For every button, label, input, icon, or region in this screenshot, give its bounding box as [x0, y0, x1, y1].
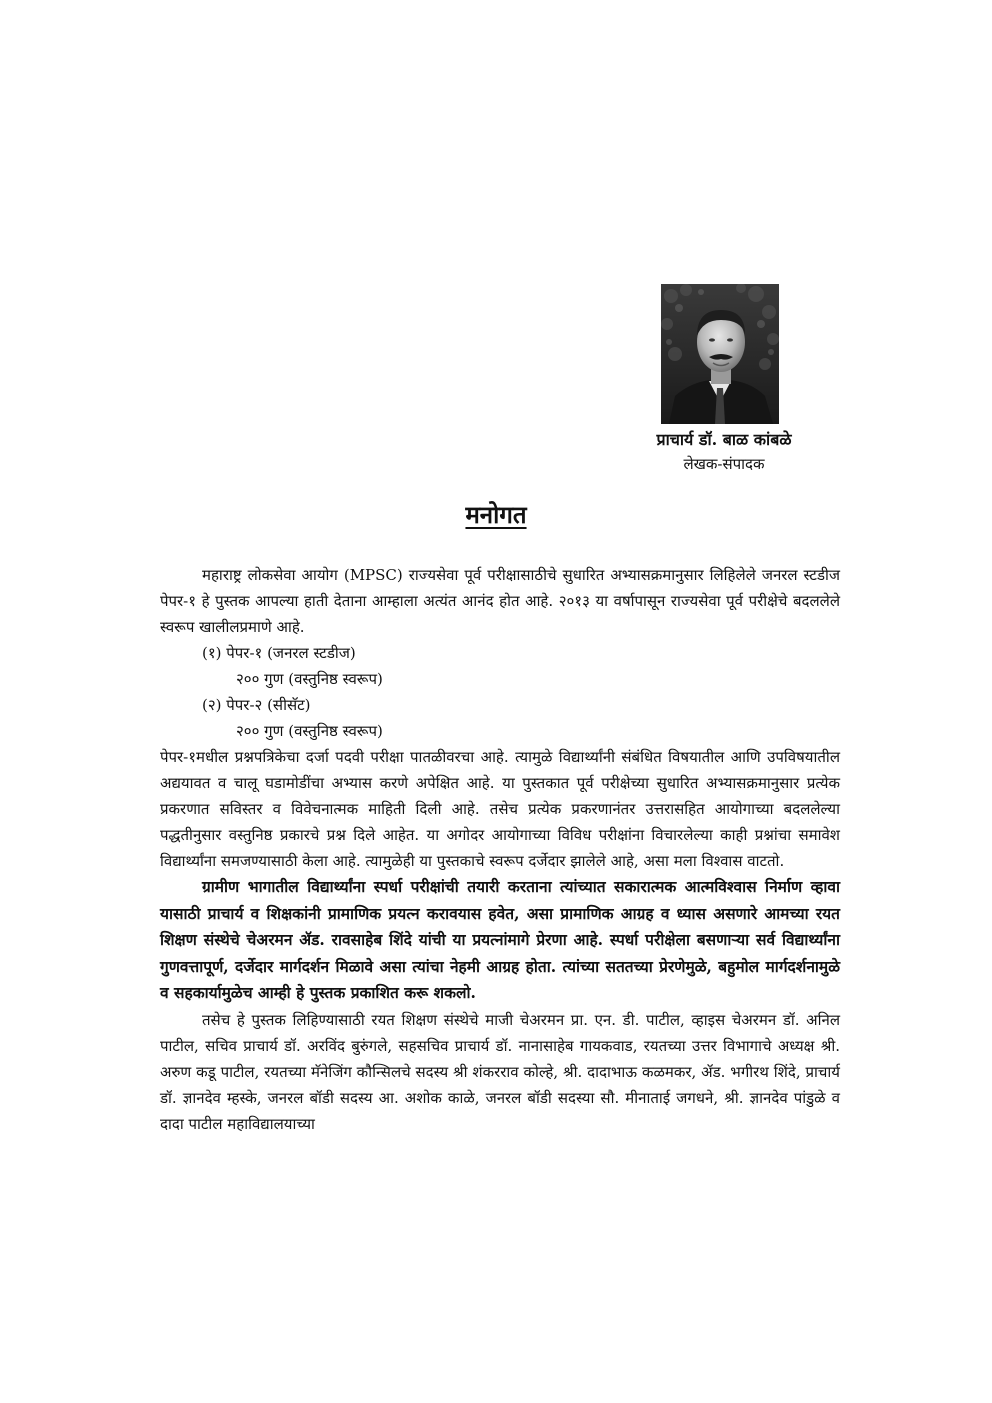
page-title: मनोगत	[465, 500, 527, 529]
list-item-paper-2: (२) पेपर-२ (सीसॅट)	[202, 696, 311, 714]
list-item-paper-2-marks: २०० गुण (वस्तुनिष्ठ स्वरूप)	[236, 722, 383, 740]
author-photo	[661, 284, 779, 424]
list-item-paper-1-marks: २०० गुण (वस्तुनिष्ठ स्वरूप)	[236, 670, 383, 688]
list-item-paper-1: (१) पेपर-१ (जनरल स्टडीज)	[202, 644, 356, 662]
paragraph-intro: महाराष्ट्र लोकसेवा आयोग (MPSC) राज्यसेवा पूर्व परीक्षासाठीचे सुधारित अभ्यासक्रमानुसार लिहिलेले जनरल स्टडीज पेपर-१ हे पुस्तक आपल्या हाती देताना आम्हाला अत्यंत आनंद होत आहे. २०१३ या वर्षापासून राज्यसेवा पूर्व परीक्षेचे बदललेले स्वरूप खालीलप्रमाणे आहे.	[160, 566, 840, 636]
paragraph-inspiration: ग्रामीण भागातील विद्यार्थ्यांना स्पर्धा परीक्षांची तयारी करताना त्यांच्यात सकारात्मक आत्मविश्वास निर्माण व्हावा यासाठी प्राचार्य व शिक्षकांनी प्रामाणिक प्रयत्न करावयास हवेत, असा प्रामाणिक आग्रह व ध्यास असणारे आमच्या रयत शिक्षण संस्थेचे चेअरमन ॲड. रावसाहेब शिंदे यांची या प्रयत्नांमागे प्रेरणा आहे. स्पर्धा परीक्षेला बसणाऱ्या सर्व विद्यार्थ्यांना गुणवत्तापूर्ण, दर्जेदार मार्गदर्शन मिळावे असा त्यांचा नेहमी आग्रह होता. त्यांच्या सततच्या प्रेरणेमुळे, बहुमोल मार्गदर्शनामुळे व सहकार्यामुळेच आम्ही हे पुस्तक प्रकाशित करू शकलो.	[160, 877, 840, 1002]
author-name: प्राचार्य डॉ. बाळ कांबळे	[656, 430, 792, 449]
paragraph-acknowledgements: तसेच हे पुस्तक लिहिण्यासाठी रयत शिक्षण संस्थेचे माजी चेअरमन प्रा. एन. डी. पाटील, व्हाइस चेअरमन डॉ. अनिल पाटील, सचिव प्राचार्य डॉ. अरविंद बुरुंगले, सहसचिव प्राचार्य डॉ. नानासाहेब गायकवाड, रयतच्या उत्तर विभागाचे अध्यक्ष श्री. अरुण कडू पाटील, रयतच्या मॅनेजिंग कौन्सिलचे सदस्य श्री शंकरराव कोल्हे, श्री. दादाभाऊ कळमकर, ॲड. भगीरथ शिंदे, प्राचार्य डॉ. ज्ञानदेव म्हस्के, जनरल बॉडी सदस्य आ. अशोक काळे, जनरल बॉडी सदस्या सौ. मीनाताई जगधने, श्री. ज्ञानदेव पांडुळे व दादा पाटील महाविद्यालयाच्या	[160, 1010, 840, 1133]
author-caption	[600, 428, 848, 476]
foreword-body	[160, 562, 840, 1137]
author-portrait-image	[661, 284, 779, 424]
author-role: लेखक-संपादक	[683, 455, 765, 473]
paragraph-paper-level: पेपर-१मधील प्रश्नपत्रिकेचा दर्जा पदवी परीक्षा पातळीवरचा आहे. त्यामुळे विद्यार्थ्यांनी संबंधित विषयातील आणि उपविषयातील अद्ययावत व चालू घडामोडींचा अभ्यास करणे अपेक्षित आहे. या पुस्तकात पूर्व परीक्षेच्या सुधारित अभ्यासक्रमानुसार प्रत्येक प्रकरणात सविस्तर व विवेचनात्मक माहिती दिली आहे. तसेच प्रत्येक प्रकरणानंतर उत्तरासहित आयोगाच्या बदललेल्या पद्धतीनुसार वस्तुनिष्ठ प्रकारचे प्रश्न दिले आहेत. या अगोदर आयोगाच्या विविध परीक्षांना विचारलेल्या काही प्रश्नांचा समावेश विद्यार्थ्यांना समजण्यासाठी केला आहे. त्यामुळेही या पुस्तकाचे स्वरूप दर्जेदार झालेले आहे, असा मला विश्वास वाटतो.	[160, 748, 840, 870]
